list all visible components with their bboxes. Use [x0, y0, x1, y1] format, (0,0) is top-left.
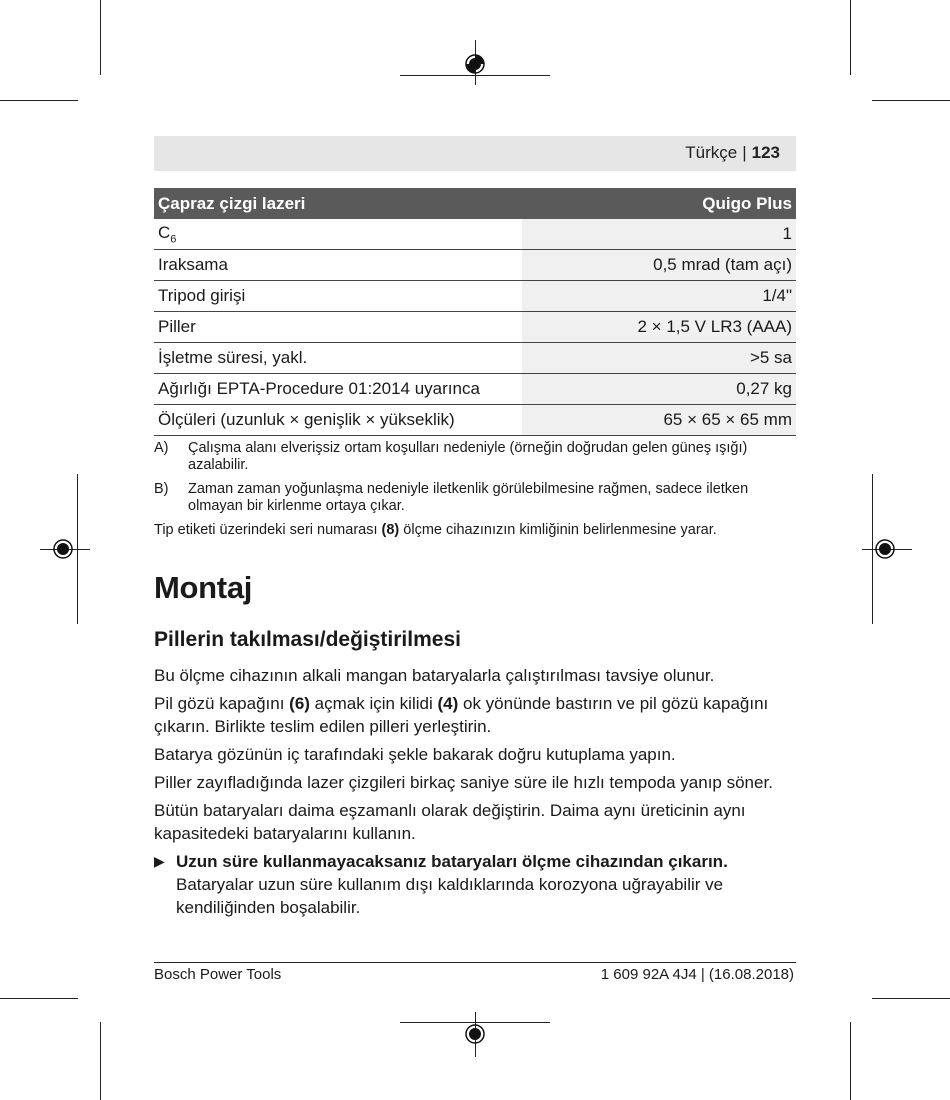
header-text	[685, 143, 780, 163]
table-header-row	[154, 188, 796, 219]
spec-label-subscript: 6	[170, 233, 177, 246]
spec-value: 2 × 1,5 V LR3 (AAA)	[522, 312, 796, 343]
spec-label	[154, 312, 522, 343]
table-row	[154, 281, 796, 312]
crop-mark	[100, 0, 101, 75]
warning-text	[176, 850, 796, 919]
warning	[154, 850, 796, 919]
section-title: Montaj	[154, 570, 253, 605]
spec-value: 65 × 65 × 65 mm	[522, 405, 796, 436]
footer-divider	[154, 962, 796, 963]
paragraph: Batarya gözünün iç tarafındaki şekle bakarak doğru kutuplama yapın.	[154, 745, 676, 764]
footnote-key: A)	[154, 440, 169, 456]
spec-label	[154, 281, 522, 312]
table-row	[154, 405, 796, 436]
registration-mark-icon	[874, 538, 896, 560]
spec-label-text: İşletme süresi, yakl.	[158, 348, 308, 367]
spec-label	[154, 219, 522, 250]
warning-bold: Uzun süre kullanmayacaksanız bataryaları ölçme cihazından çıkarın.	[176, 852, 728, 871]
type-label-text: Tip etiketi üzerindeki seri numarası	[154, 522, 382, 538]
table-title: Çapraz çizgi lazeri	[154, 188, 522, 219]
type-label-ref: (8)	[381, 522, 400, 538]
table-row	[154, 219, 796, 250]
spec-value: 0,5 mrad (tam açı)	[522, 250, 796, 281]
spec-label-text: Tripod girişi	[158, 286, 246, 305]
crop-mark	[872, 998, 950, 999]
bullet-triangle-icon: ▶	[154, 853, 165, 869]
paragraph: Bütün bataryaları daima eşzamanlı olarak değiştirin. Daima aynı üreticinin aynı kapasitedeki bataryalarını kullanın.	[154, 801, 746, 843]
table-row	[154, 374, 796, 405]
spec-label	[154, 343, 522, 374]
footer-right: 1 609 92A 4J4 | (16.08.2018)	[600, 966, 794, 983]
spec-label-text: Ölçüleri (uzunluk × genişlik × yükseklik)	[158, 410, 455, 429]
footnote	[154, 481, 796, 515]
paragraph-part: açmak için kilidi	[309, 694, 438, 713]
paragraph: Piller zayıfladığında lazer çizgileri birkaç saniye süre ile hızlı tempoda yanıp söner.	[154, 773, 773, 792]
footnote-text: Çalışma alanı elverişsiz ortam koşulları nedeniyle (örneğin doğrudan gelen güneş ışığı) azalabilir.	[188, 440, 748, 473]
type-label-text-end: ölçme cihazınızın kimliğinin belirlenmesine yarar.	[399, 522, 717, 538]
paragraph-part: Pil gözü kapağını	[154, 694, 290, 713]
warning-body: Bataryalar uzun süre kullanım dışı kaldıklarında korozyona uğrayabilir ve kendiliğinden boşalabilir.	[176, 875, 724, 917]
crop-mark	[0, 100, 78, 101]
crop-mark	[100, 1022, 101, 1100]
type-label-note	[154, 522, 796, 539]
registration-mark-icon	[464, 53, 486, 75]
spec-label-text: Ağırlığı EPTA-Procedure 01:2014 uyarınca	[158, 379, 480, 398]
subsection-title: Pillerin takılması/değiştirilmesi	[154, 628, 461, 651]
footnote-text: Zaman zaman yoğunlaşma nedeniyle iletkenlik görülebilmesine rağmen, sadece iletken olmayan bir kirlenme ortaya çıkar.	[188, 481, 749, 514]
footnote	[154, 440, 796, 474]
paragraph-part: ok yönünde bastırın ve pil gözü kapağını çıkarın. Birlikte teslim edilen pilleri yerleştirin.	[154, 694, 769, 736]
spec-label	[154, 250, 522, 281]
spec-value: >5 sa	[522, 343, 796, 374]
spec-label-text: Iraksama	[158, 255, 228, 274]
spec-value: 1	[522, 219, 796, 250]
ref-number: (6)	[289, 694, 310, 713]
table-model: Quigo Plus	[522, 188, 796, 219]
paragraph	[154, 692, 796, 738]
spec-value: 1/4"	[522, 281, 796, 312]
spec-label-text: C	[158, 222, 171, 242]
spec-table-body	[154, 219, 796, 436]
page-header	[154, 136, 796, 171]
table-row	[154, 250, 796, 281]
header-separator: |	[742, 143, 747, 162]
table-row	[154, 312, 796, 343]
crop-mark	[850, 1022, 851, 1100]
spec-value: 0,27 kg	[522, 374, 796, 405]
spec-label-text: Piller	[158, 317, 196, 336]
spec-label	[154, 374, 522, 405]
crop-mark	[872, 100, 950, 101]
footnotes	[154, 440, 796, 539]
header-language: Türkçe	[685, 143, 738, 162]
table-row	[154, 343, 796, 374]
ref-number: (4)	[437, 694, 459, 713]
spec-table	[154, 188, 796, 436]
registration-mark-icon	[52, 538, 74, 560]
body-text	[154, 664, 796, 919]
crop-mark	[850, 0, 851, 75]
page-number: 123	[751, 143, 780, 162]
paragraph: Bu ölçme cihazının alkali mangan bataryalarla çalıştırılması tavsiye olunur.	[154, 666, 715, 685]
footnote-key: B)	[154, 481, 169, 497]
footer-left: Bosch Power Tools	[154, 966, 282, 983]
crop-mark	[0, 998, 78, 999]
registration-mark-icon	[464, 1023, 486, 1045]
spec-label	[154, 405, 522, 436]
